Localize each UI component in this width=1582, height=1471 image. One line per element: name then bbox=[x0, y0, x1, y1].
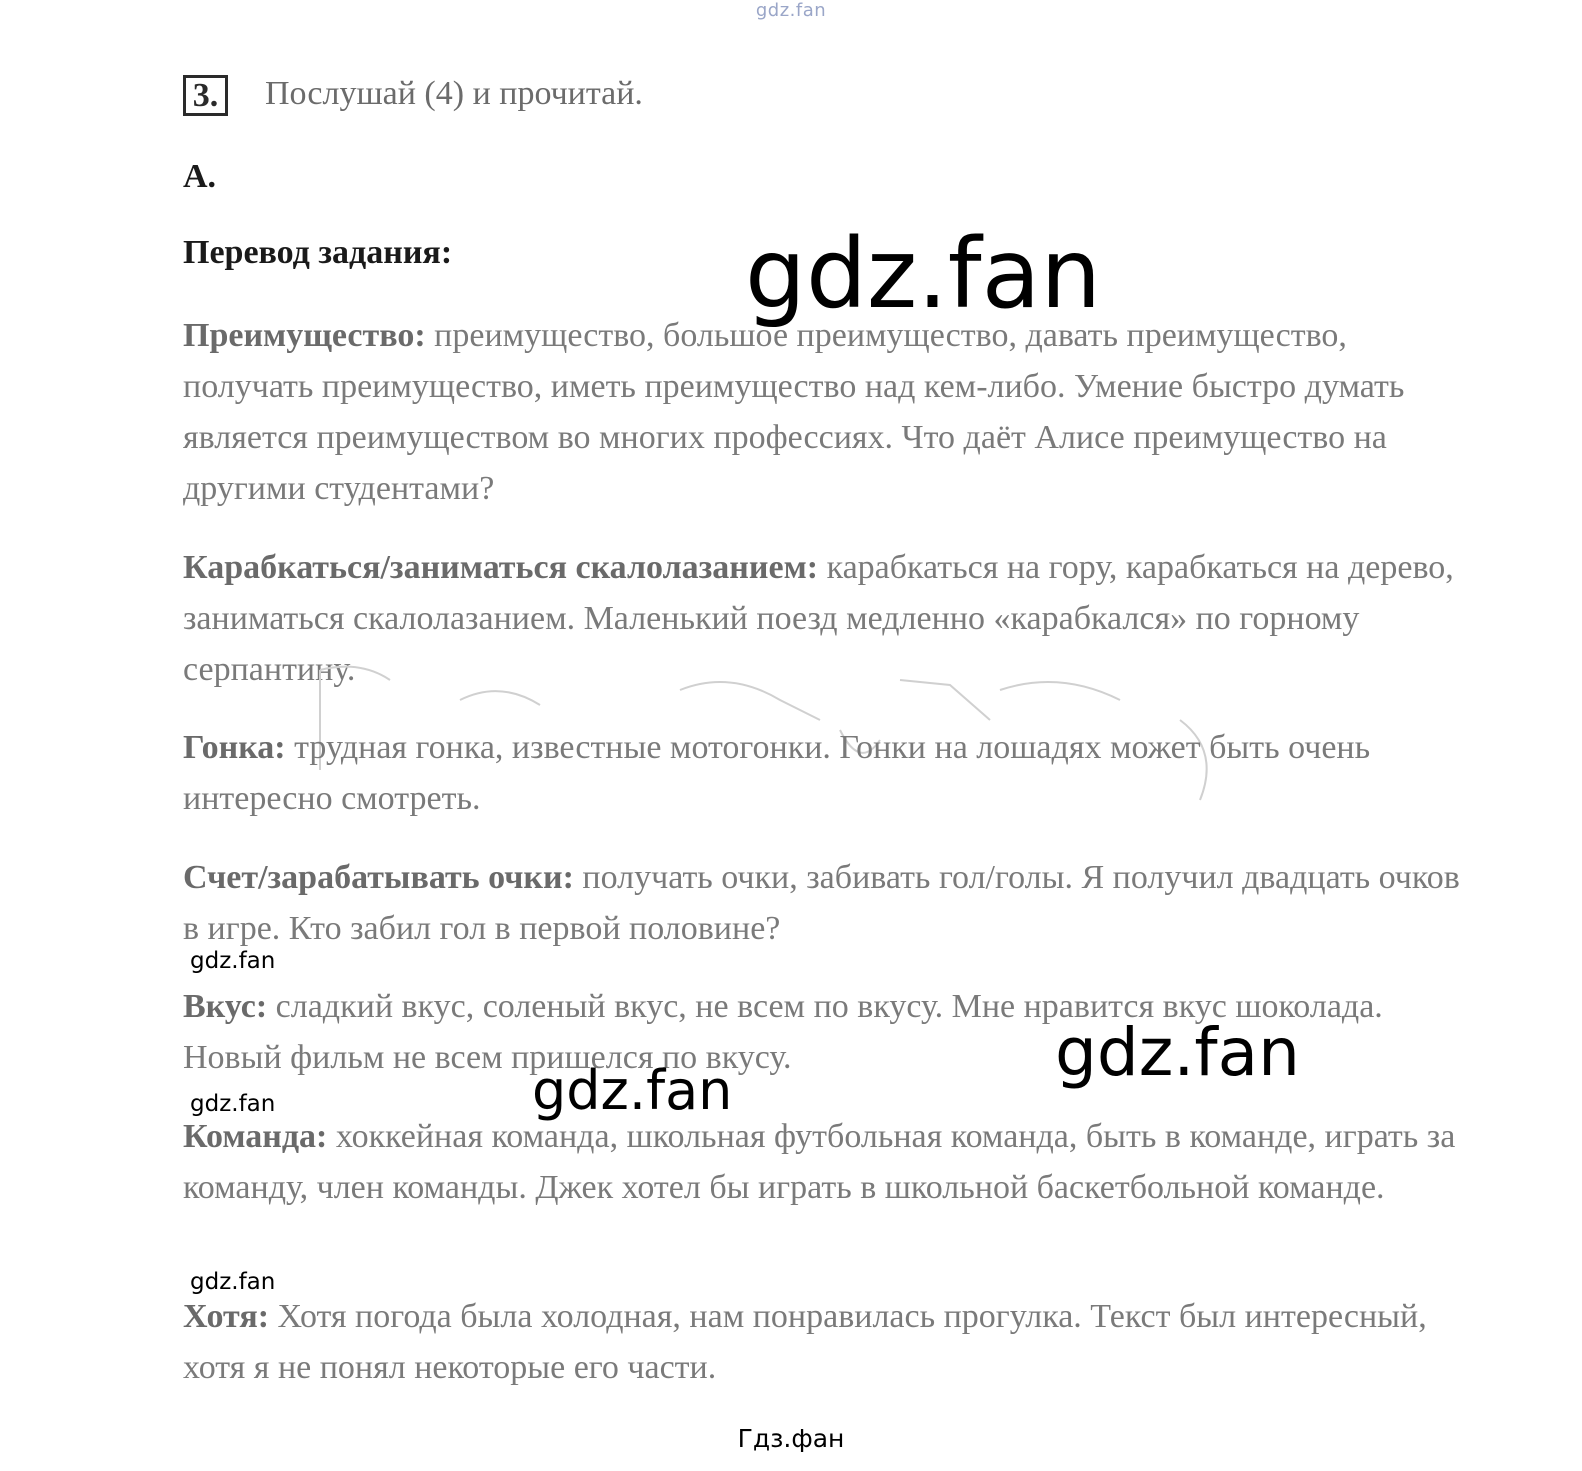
entry-although bbox=[183, 1291, 1483, 1393]
watermark-large: gdz.fan bbox=[1055, 1014, 1300, 1091]
entry-term: Команда: bbox=[183, 1118, 328, 1155]
entry-text: сладкий вкус, соленый вкус, не всем по вкусу. Мне нравится вкус шоколада. Новый фильм не всем пришелся по вкусу. bbox=[183, 988, 1383, 1076]
entry-score bbox=[183, 852, 1483, 954]
entry-race bbox=[183, 722, 1483, 824]
watermark-large: gdz.fan bbox=[532, 1059, 733, 1122]
section-letter: A. bbox=[183, 158, 217, 195]
watermark-large: gdz.fan bbox=[745, 218, 1102, 330]
entry-text: Хотя погода была холодная, нам понравилась прогулка. Текст был интересный, хотя я не понял некоторые его части. bbox=[183, 1298, 1427, 1386]
watermark-small: gdz.fan bbox=[190, 1269, 276, 1295]
entry-text: хоккейная команда, школьная футбольная команда, быть в команде, играть за команду, член команды. Джек хотел бы играть в школьной баскетбольной команде. bbox=[183, 1118, 1456, 1206]
entry-term: Гонка: bbox=[183, 729, 286, 766]
task-number-box: 3. bbox=[183, 75, 228, 116]
entry-text: карабкаться на гору, карабкаться на дерево, заниматься скалолазанием. Маленький поезд медленно «карабкался» по горному серпантину. bbox=[183, 549, 1454, 688]
entry-text: получать очки, забивать гол/голы. Я получил двадцать очков в игре. Кто забил гол в первой половине? bbox=[183, 859, 1460, 947]
entry-text: преимущество, большое преимущество, давать преимущество, получать преимущество, иметь преимущество над кем-либо. Умение быстро думать является преимуществом во многих профессиях. Что даёт Алисе преимущество на другими студентами? bbox=[183, 317, 1405, 507]
entry-term: Карабкаться/заниматься скалолазанием: bbox=[183, 549, 819, 586]
footer-watermark: Гдз.фан bbox=[737, 1424, 845, 1453]
entry-term: Хотя: bbox=[183, 1298, 270, 1335]
task-title: Послушай (4) и прочитай. bbox=[265, 75, 643, 112]
top-watermark: gdz.fan bbox=[755, 0, 827, 21]
entry-text: трудная гонка, известные мотогонки. Гонки на лошадях может быть очень интересно смотреть. bbox=[183, 729, 1371, 817]
entry-team bbox=[183, 1111, 1483, 1213]
entry-term: Счет/зарабатывать очки: bbox=[183, 859, 574, 896]
entry-term: Вкус: bbox=[183, 988, 268, 1025]
translation-heading: Перевод задания: bbox=[183, 234, 453, 271]
entry-advantage bbox=[183, 310, 1483, 514]
watermark-small: gdz.fan bbox=[190, 1091, 276, 1117]
entry-term: Преимущество: bbox=[183, 317, 426, 354]
watermark-small: gdz.fan bbox=[190, 948, 276, 974]
